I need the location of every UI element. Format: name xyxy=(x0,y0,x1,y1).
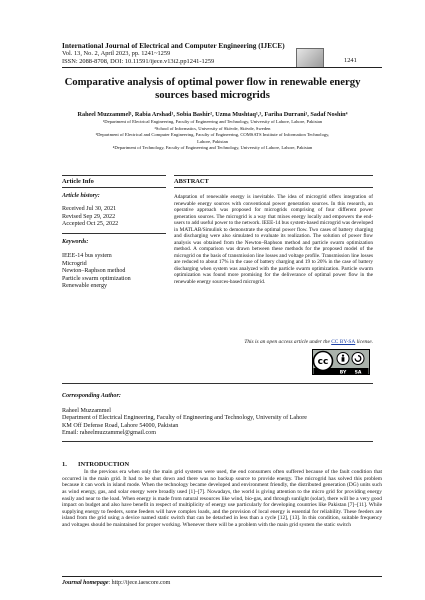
by-mark: BY xyxy=(339,370,347,375)
keyword: Particle swarm optimization xyxy=(62,275,131,282)
journal-header xyxy=(62,41,382,65)
abstract-heading: ABSTRACT xyxy=(174,178,209,185)
abstract-top-rule xyxy=(174,175,373,176)
cc-by-sa-license-badge[interactable] xyxy=(312,349,370,375)
oa-prefix: This is an open access article under the xyxy=(244,339,332,345)
homepage-url[interactable]: : http://ijece.iaescore.com xyxy=(108,580,171,586)
attribution-icon xyxy=(342,355,344,357)
open-access-notice xyxy=(174,339,373,345)
oa-suffix: license. xyxy=(355,339,373,345)
introduction-body xyxy=(62,469,382,529)
corresponding-author-details xyxy=(62,408,382,438)
author-list: Raheel Muzzammel¹, Rabia Arshad¹, Sobia Bashir², Uzma Mushtaq¹,³, Fariha Durrani¹, Sadaf Noshin⁴ xyxy=(77,111,348,118)
sa-mark: SA xyxy=(354,370,362,375)
author-department: Department of Electrical Engineering, Faculty of Engineering and Technology, University of Lahore xyxy=(62,415,307,422)
history-item: Accepted Oct 25, 2022 xyxy=(62,221,119,228)
license-link[interactable]: CC BY-SA xyxy=(331,339,356,345)
keyword: IEEE-14 bus system xyxy=(62,253,112,259)
history-list xyxy=(62,206,118,229)
abstract-heading-rule xyxy=(174,187,373,188)
author-address: KM Off Defense Road, Lahore 54000, Pakistan xyxy=(62,422,179,429)
paper-title: Comparative analysis of optimal power flow in renewable energy sources based microgrids xyxy=(64,76,361,101)
homepage-label: Journal homepage xyxy=(62,580,109,586)
introduction-heading: 1. INTRODUCTION xyxy=(62,461,130,468)
keyword: Newton–Raphson method xyxy=(62,268,126,275)
issn-line: ISSN: 2088-8708, DOI: 10.11591/ijece.v13i2.pp1241-1259 xyxy=(62,57,215,65)
abstract-body: Adaptation of renewable energy is inevitable. The idea of microgrid offers integration of renewable energy sources with conventional power generation sources. In this research, an operative approach was proposed for microgrids comprising of four different power generation sources. The microgrid is a way that mixes energy locally and empowers the end-users to add useful power to the network. IEEE-14 bus system-based microgrid was developed in MATLAB/Simulink to demonstrate the optimal power flow. Two cases of battery charging and discharging were also simulated to evaluate its realization. The solution of power flow analysis was obtained from the Newton–Raphson method and particle swarm optimization method. A comparison was drawn between these methods for the proposed model of the microgrid on the basis of transmission line losses and voltage profile. Transmission line losses are reduced to about 17% in the case of battery charging and 19 to 20% in the case of battery discharging when system was analyzed with the particle swarm optimization. Particle swarm optimization was found more promising for the deliverance of optimal power flow in the renewable energy sources-based microgrid. xyxy=(174,194,373,285)
affiliation: ⁴Department of Technology, Faculty of Engineering and Technology, University of Lahore, Lahore, Pakistan xyxy=(112,145,313,150)
keyword: Renewable energy xyxy=(62,283,108,290)
history-item: Revised Sep 29, 2022 xyxy=(62,213,116,220)
keyword: Microgrid xyxy=(62,260,87,267)
info-heading-rule xyxy=(62,187,166,188)
keyword-list xyxy=(62,253,131,291)
footer-rule xyxy=(62,576,382,577)
journal-homepage xyxy=(62,580,170,586)
history-rule xyxy=(62,233,166,234)
header-rule xyxy=(62,67,382,68)
affiliation: ¹Department of Electrical Engineering, Faculty of Engineering and Technology, University of Lahore, Lahore, Pakistan xyxy=(102,119,323,124)
correspondence-rule xyxy=(62,441,373,442)
page-number: 1241 xyxy=(344,57,357,64)
corresponding-author-heading: Corresponding Author: xyxy=(62,393,121,399)
history-heading: Article history: xyxy=(62,193,100,199)
author-name: Raheel Muzzammel xyxy=(62,408,111,414)
journal-name: International Journal of Electrical and Computer Engineering (IJECE) xyxy=(62,41,285,50)
article-info-heading: Article Info xyxy=(62,178,94,185)
volume-line: Vol. 13, No. 2, April 2023, pp. 1241~1259 xyxy=(62,50,171,57)
introduction-paragraph: In the previous era when only the main grid systems were used, the end consumers often suffered because of the fault condition that occurred in the main grid. It had to be shut down and there was no backup source to provide energy. The microgrid has solved this problem because it can work in island mode. When the technology became developed and environment friendly, the distributed generation (DG) units such as wind energy, gas, and solar energy were broadly used [1]–[7]. Nowadays, the world is giving attention to the micro grid for providing energy easily and near to the load. When energy is made from natural resources like wind, bio-gas, and through sunlight (solar), there will be a very good impact on budget and also have benefit in respect of multiplicity of energy use particularly for developing countries like Pakistan [7]–[11]. While supplying energy to feeders, some feeders will have complex loads, and the provision of local energy is essential for reliability. These feeders are island from the grid using a device named static switch that can be detached in less than a cycle [12], [13]. In this condition, suitable frequency and voltages should be maintained for proper working. Whenever there will be a problem with the main grid system the static switch xyxy=(62,469,382,528)
author-email: Email: raheelmuzzammel@gmail.com xyxy=(62,430,156,437)
cc-mark: cc xyxy=(317,357,329,368)
history-item: Received Jul 30, 2021 xyxy=(62,206,117,212)
affiliation: ²School of Informatics, University of Skövde, Skövde, Sweden xyxy=(154,125,271,131)
keywords-heading: Keywords: xyxy=(62,239,89,245)
affiliation: ³Department of Electrical and Computer Engineering, Faculty of Engineering, COMSATS Institute of Information Technology, xyxy=(95,132,330,137)
info-top-rule xyxy=(62,175,166,176)
affiliation: Lahore, Pakistan xyxy=(197,138,228,144)
abstract-bottom-rule xyxy=(62,383,373,384)
journal-logo xyxy=(296,48,324,68)
affiliations xyxy=(52,119,373,152)
